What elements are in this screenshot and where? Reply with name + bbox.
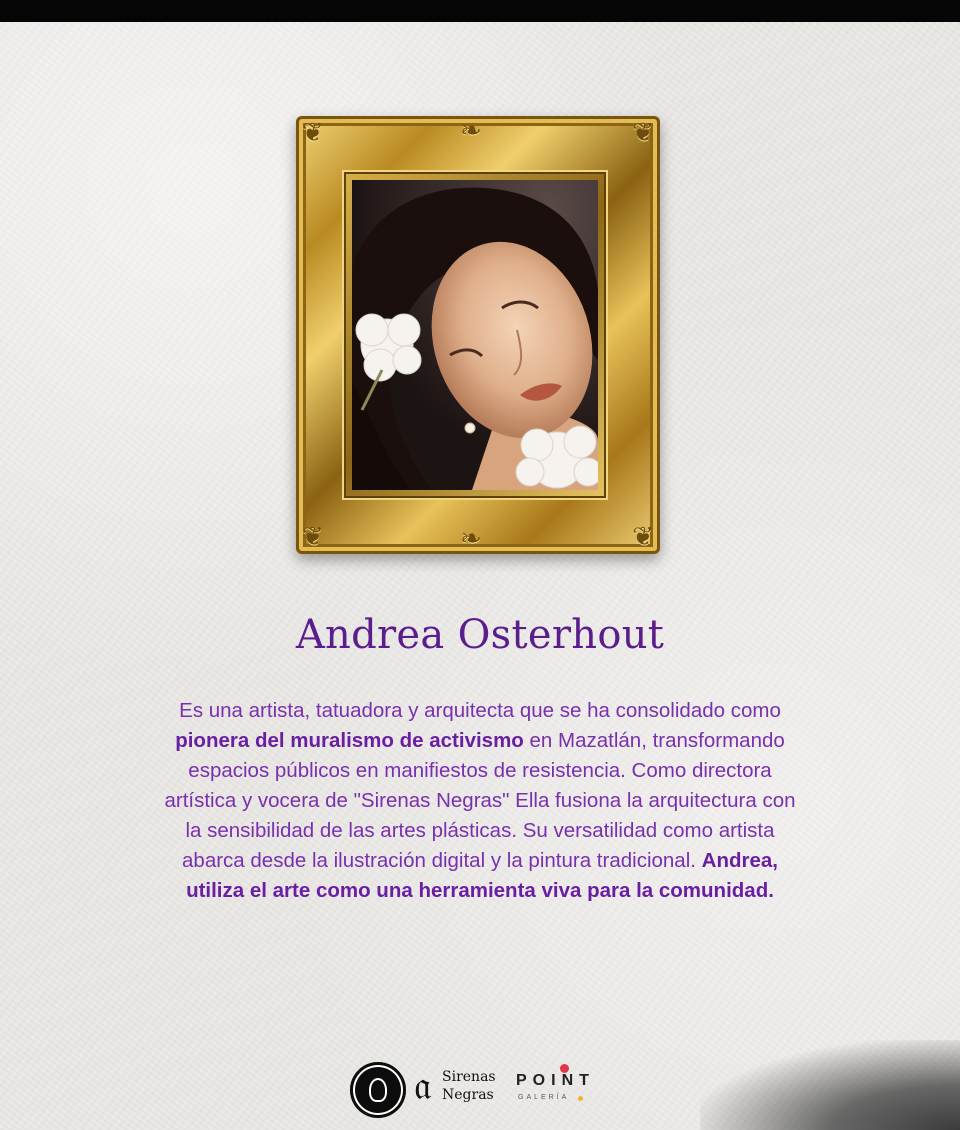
collective-seal-logo <box>350 1062 406 1118</box>
sirenas-logo-line2: Negras <box>442 1087 494 1103</box>
sirenas-logo-line1: Sirenas <box>442 1069 496 1085</box>
sponsor-logos <box>0 1056 960 1126</box>
ornament-icon: ❦ <box>632 118 654 148</box>
bio-highlight: pionera del muralismo de activismo <box>175 729 524 752</box>
top-bar <box>0 0 960 22</box>
ornament-icon: ❦ <box>302 118 324 148</box>
galeria-logo-text: GALERÍA <box>518 1094 570 1101</box>
bio-text: en Mazatlán, transformando espacios públicos en manifiestos de resistencia. Como directora artística y vocera de "Sirenas Negras" Ella fusiona la arquitectura con la sensibilidad de las artes plásticas. Su versatilidad como artista abarca desde la ilustración digital y la pintura tradicional. <box>164 729 796 872</box>
point-galeria-logo <box>516 1072 616 1112</box>
ornament-icon: ❧ <box>460 116 482 146</box>
galeria-dot-icon <box>578 1096 583 1101</box>
artist-portrait <box>352 180 598 490</box>
gold-picture-frame <box>296 116 660 554</box>
point-logo-text: POINT <box>516 1072 595 1089</box>
sirenas-negras-logo <box>414 1062 514 1118</box>
artist-name: Andrea Osterhout <box>295 612 665 658</box>
inner-frame <box>344 172 606 498</box>
artist-bio <box>160 696 800 906</box>
bio-highlight: Andrea, utiliza el arte como una herramienta viva para la comunidad. <box>186 849 778 902</box>
ornament-icon: ❦ <box>302 522 324 552</box>
mermaid-icon: 𝔞 <box>414 1063 432 1109</box>
bio-text: Es una artista, tatuadora y arquitecta que se ha consolidado como <box>179 699 781 722</box>
ornament-icon: ❧ <box>460 524 482 554</box>
ornament-icon: ❦ <box>632 522 654 552</box>
